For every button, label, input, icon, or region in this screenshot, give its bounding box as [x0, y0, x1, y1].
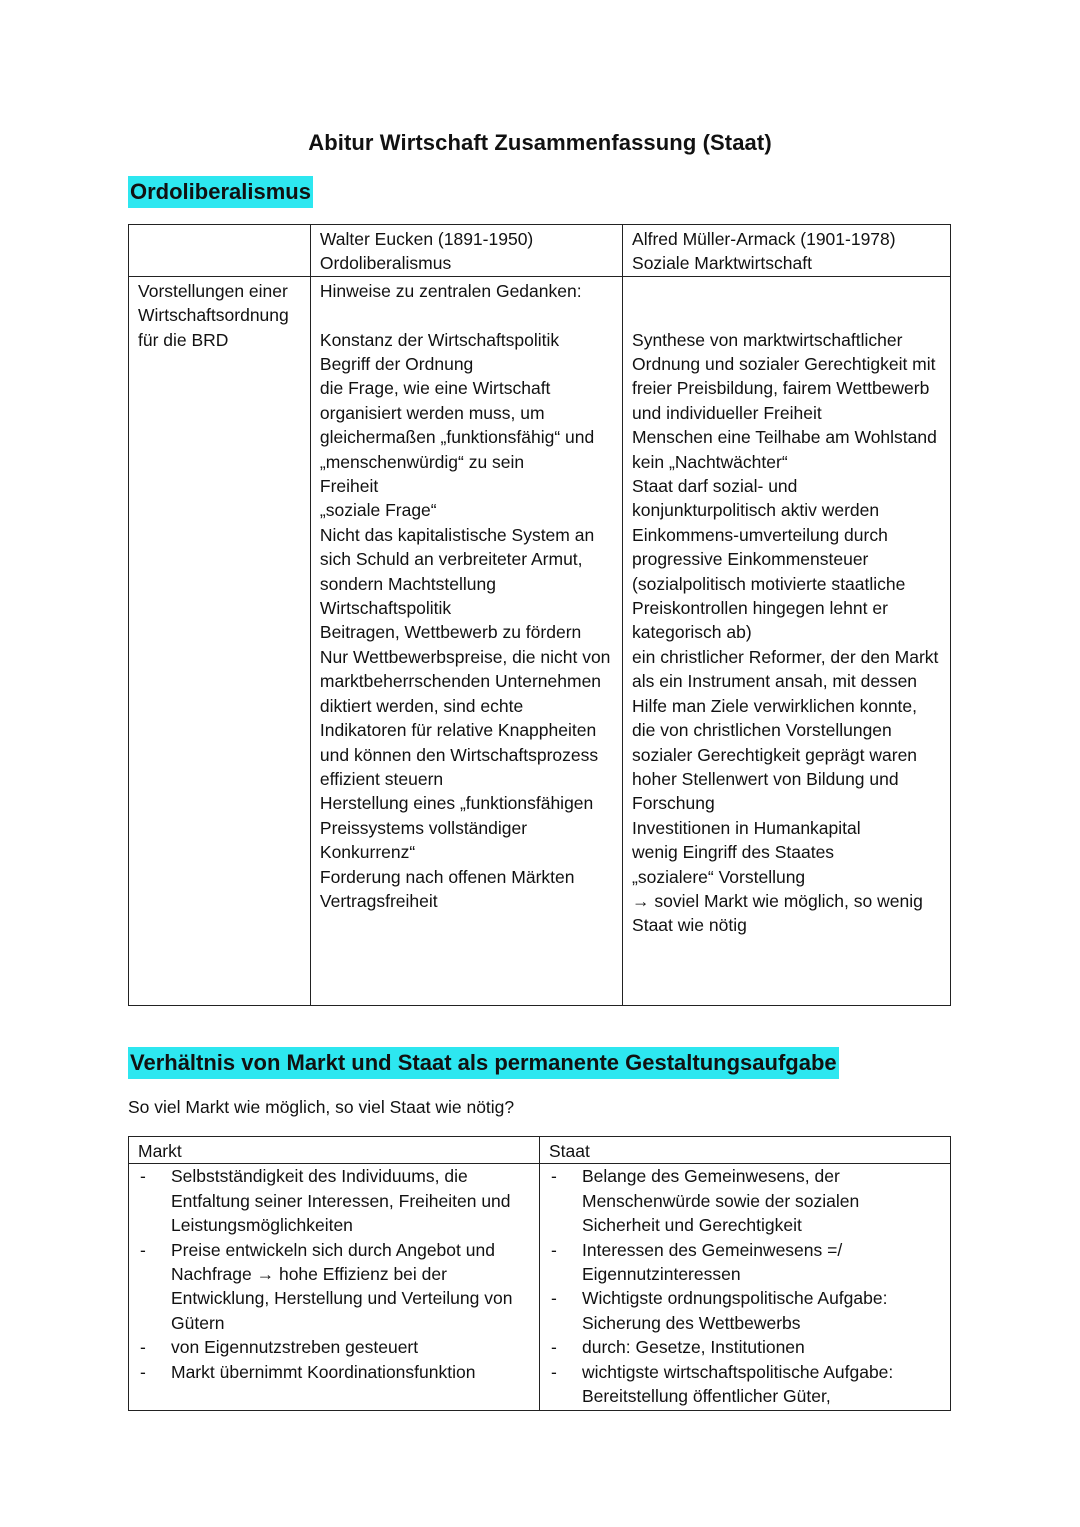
armack-point: ein christlicher Reformer, der den Markt als ein Instrument ansah, mit dessen Hilfe man Ziele verwirklichen konnte, die von christlichen Vorstellungen sozialer Gerechtigkeit geprägt waren	[632, 646, 939, 765]
markt-list	[138, 1164, 530, 1384]
table-row	[129, 276, 951, 1005]
eucken-point: Nur Wettbewerbspreise, die nicht von marktbeherrschenden Unternehmen diktiert werden, sind echte Indikatoren für relative Knappheiten und können den Wirtschaftsprozess effizient steuern	[319, 646, 611, 789]
eucken-point: Wirtschaftspolitik	[319, 598, 452, 619]
list-item: - durch: Gesetze, Institutionen	[549, 1335, 941, 1359]
eucken-point: die Frage, wie eine Wirtschaft organisiert werden muss, um gleichermaßen „funktionsfähig“ und „menschenwürdig“ zu sein	[319, 378, 595, 472]
eucken-point: Konstanz der Wirtschaftspolitik	[319, 329, 560, 350]
staat-cell	[540, 1164, 951, 1411]
armack-point: wenig Eingriff des Staates	[632, 842, 835, 863]
armack-point: hoher Stellenwert von Bildung und Forschung	[632, 768, 899, 814]
armack-header-cell	[623, 225, 951, 277]
table-row	[129, 1164, 951, 1411]
list-item: - Wichtigste ordnungspolitische Aufgabe: Sicherung des Wettbewerbs	[549, 1286, 941, 1335]
list-item: - Markt übernimmt Koordinationsfunktion	[138, 1360, 530, 1384]
page-title: Abitur Wirtschaft Zusammenfassung (Staat)	[308, 130, 772, 155]
list-item: - Preise entwickeln sich durch Angebot und Nachfrage → hohe Effizienz bei der Entwicklung, Herstellung und Verteilung von Gütern	[138, 1238, 530, 1336]
list-item: - wichtigste wirtschaftspolitische Aufgabe: Bereitstellung öffentlicher Güter,	[549, 1360, 941, 1409]
eucken-name: Walter Eucken (1891-1950)	[319, 229, 534, 249]
armack-point: Investitionen in Humankapital	[632, 817, 861, 838]
armack-point: Menschen eine Teilhabe am Wohlstand	[632, 427, 937, 448]
armack-point: „sozialere“ Vorstellung	[632, 866, 806, 887]
row-label: Vorstellungen einer Wirtschaftsordnung für die BRD	[129, 276, 311, 1005]
eucken-point: Herstellung eines „funktionsfähigen Preissystems vollständiger Konkurrenz“	[319, 793, 594, 863]
armack-name: Alfred Müller-Armack (1901-1978)	[632, 229, 896, 249]
eucken-concept: Ordoliberalismus	[319, 253, 452, 274]
eucken-point: Beitragen, Wettbewerb zu fördern	[319, 622, 582, 643]
table-header-row	[129, 1137, 951, 1164]
table-header-row	[129, 225, 951, 277]
eucken-point: Begriff der Ordnung	[319, 354, 474, 375]
list-item: - von Eigennutzstreben gesteuert	[138, 1335, 530, 1359]
section-question: So viel Markt wie möglich, so viel Staat wie nötig?	[128, 1097, 515, 1117]
eucken-point: Nicht das kapitalistische System an sich Schuld an verbreiteter Armut, sondern Machtstellung	[319, 524, 595, 594]
eucken-point: Forderung nach offenen Märkten	[319, 866, 575, 887]
markt-cell	[129, 1164, 540, 1411]
eucken-point: „soziale Frage“	[319, 500, 437, 521]
section-heading-markt-staat: Verhältnis von Markt und Staat als permanente Gestaltungsaufgabe	[128, 1047, 839, 1079]
eucken-intro: Hinweise zu zentralen Gedanken:	[319, 280, 582, 301]
armack-point: → soviel Markt wie möglich, so wenig Staat wie nötig	[632, 890, 923, 936]
markt-header: Markt	[129, 1137, 540, 1164]
empty-header-cell	[129, 225, 311, 277]
eucken-point: Vertragsfreiheit	[319, 890, 438, 911]
markt-staat-table	[128, 1136, 951, 1411]
ordoliberalismus-table	[128, 224, 951, 1006]
eucken-point: Freiheit	[319, 476, 379, 497]
armack-concept: Soziale Marktwirtschaft	[632, 253, 812, 274]
list-item: - Selbstständigkeit des Individuums, die Entfaltung seiner Interessen, Freiheiten und Leistungsmöglichkeiten	[138, 1164, 530, 1237]
armack-point: Einkommens-umverteilung durch progressive Einkommensteuer (sozialpolitisch motivierte staatliche Preiskontrollen hingegen lehnt er kategorisch ab)	[632, 524, 906, 643]
eucken-content-cell	[310, 276, 622, 1005]
eucken-header-cell	[310, 225, 622, 277]
armack-content-cell	[623, 276, 951, 1005]
staat-list	[549, 1164, 941, 1408]
section-heading-ordoliberalismus: Ordoliberalismus	[128, 176, 313, 208]
armack-point: kein „Nachtwächter“	[632, 451, 788, 472]
list-item: - Interessen des Gemeinwesens =/ Eigennutzinteressen	[549, 1238, 941, 1287]
staat-header: Staat	[540, 1137, 951, 1164]
armack-point: Synthese von marktwirtschaftlicher Ordnung und sozialer Gerechtigkeit mit freier Preisbildung, fairem Wettbewerb und individueller Freiheit	[632, 329, 936, 423]
armack-point: Staat darf sozial- und konjunkturpolitisch aktiv werden	[632, 476, 880, 521]
list-item: - Belange des Gemeinwesens, der Menschenwürde sowie der sozialen Sicherheit und Gerechtigkeit	[549, 1164, 941, 1237]
